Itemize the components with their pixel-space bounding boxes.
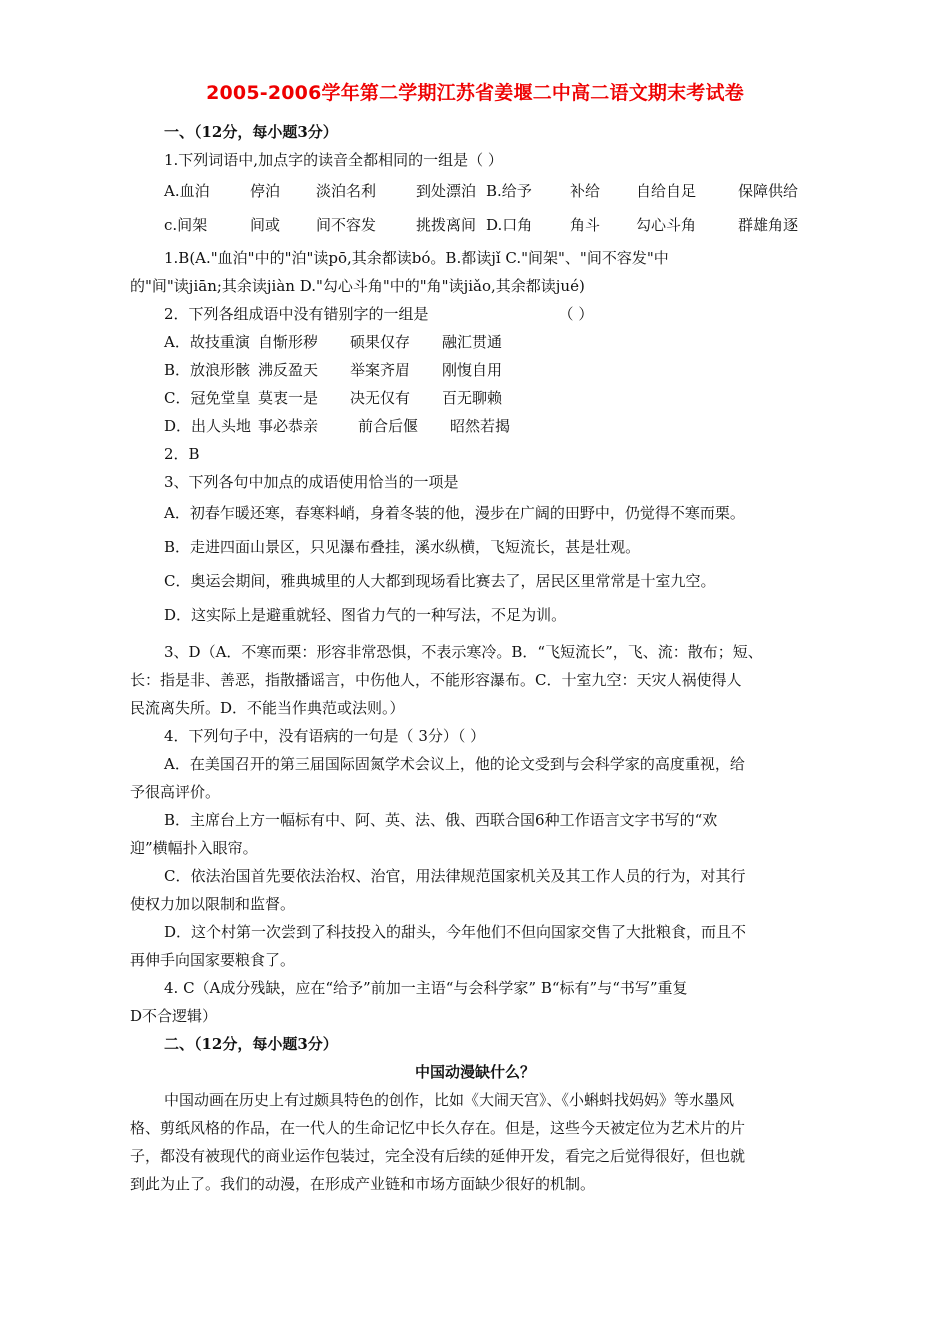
q1-answer-line1: 1.B(A."血泊"中的"泊"读pō,其余都读bó。B.都读jǐ C."间架"、"间不容发"中: [164, 249, 669, 267]
q4-answer-line2: D不合逻辑）: [130, 1007, 218, 1025]
q1-d-word3: 勾心斗角: [636, 208, 738, 242]
q4-option-a-line1: A．在美国召开的第三届国际固氮学术会议上，他的论文受到与会科学家的高度重视，给: [164, 755, 745, 773]
q1-c-word2: 间或: [250, 208, 316, 242]
q1-a-word3: 淡泊名利: [316, 174, 416, 208]
q1-b-word1: B.给予: [486, 174, 570, 208]
q2-option-a: A．故技重演 自惭形秽 硕果仅存 融汇贯通: [164, 333, 503, 351]
article-line3: 子，都没有被现代的商业运作包装过，完全没有后续的延伸开发，看完之后觉得很好，但也就: [130, 1147, 746, 1165]
q4-option-b-line2: 迎”横幅扑入眼帘。: [130, 839, 258, 857]
q2-option-b: B．放浪形骸 沸反盈天 举案齐眉 刚愎自用: [164, 361, 503, 379]
q4-option-a-line2: 予很高评价。: [130, 783, 221, 801]
section-2-heading: 二、（12分，每小题3分）: [164, 1035, 338, 1053]
q1-d-word4: 群雄角逐: [738, 208, 798, 242]
q4-option-d-line2: 再伸手向国家要粮食了。: [130, 951, 296, 969]
q1-b-word2: 补给: [570, 174, 636, 208]
q3-option-d: D．这实际上是避重就轻、图省力气的一种写法，不足为训。: [130, 598, 820, 632]
q1-c-word3: 间不容发: [316, 208, 416, 242]
q1-b-word4: 保障供给: [738, 174, 798, 208]
q3-stem: 3、下列各句中加点的成语使用恰当的一项是: [164, 473, 459, 491]
q2-answer: 2．B: [164, 445, 200, 463]
q2-option-d: D．出人头地 事必恭亲 前合后偃 昭然若揭: [164, 417, 511, 435]
article-line4: 到此为止了。我们的动漫，在形成产业链和市场方面缺少很好的机制。: [130, 1175, 596, 1193]
article-heading: 中国动漫缺什么？: [414, 1063, 535, 1081]
q1-answer-line2: 的"间"读jiān;其余读jiàn D."勾心斗角"中的"角"读jiǎo,其余都读jué): [130, 277, 585, 295]
exam-content: [130, 118, 820, 1198]
q1-b-word3: 自给自足: [636, 174, 738, 208]
q3-answer-line3: 民流离失所。D．不能当作典范或法则。）: [130, 699, 405, 717]
article-line1: 中国动画在历史上有过颇具特色的创作，比如《大闹天宫》、《小蝌蚪找妈妈》等水墨风: [164, 1091, 735, 1109]
q1-row-cd: [130, 208, 820, 242]
q1-a-word4: 到处漂泊: [416, 174, 486, 208]
exam-title: 2005-2006学年第二学期江苏省姜堰二中高二语文期末考试卷: [206, 82, 744, 104]
q3-option-a: A．初春乍暖还寒，春寒料峭，身着冬装的他，漫步在广阔的田野中，仍觉得不寒而栗。: [130, 496, 820, 530]
q3-option-b: B．走进四面山景区，只见瀑布叠挂，溪水纵横，飞短流长，甚是壮观。: [130, 530, 820, 564]
q3-answer-line2: 长：指是非、善恶，指散播谣言，中伤他人，不能形容瀑布。C．十室九空：天灾人祸使得人: [130, 671, 742, 689]
q4-option-c-line2: 使权力加以限制和监督。: [130, 895, 296, 913]
q3-answer-line1: 3、D（A．不寒而栗：形容非常恐惧，不表示寒冷。B．“飞短流长”，飞、流：散布；短、: [164, 643, 763, 661]
q1-a-word2: 停泊: [250, 174, 316, 208]
q1-d-word2: 角斗: [570, 208, 636, 242]
q2-option-c: C．冠免堂皇 莫衷一是 决无仅有 百无聊赖: [164, 389, 503, 407]
q3-option-c: C．奥运会期间，雅典城里的人大都到现场看比赛去了，居民区里常常是十室九空。: [130, 564, 820, 598]
q1-c-word4: 挑拨离间: [416, 208, 486, 242]
section-1-heading: 一、（12分，每小题3分）: [164, 123, 338, 141]
q4-stem: 4．下列句子中，没有语病的一句是（ 3分）（ ）: [164, 727, 486, 745]
q2-stem: 2．下列各组成语中没有错别字的一组是: [164, 305, 429, 323]
q4-option-c-line1: C．依法治国首先要依法治权、治官，用法律规范国家机关及其工作人员的行为，对其行: [164, 867, 746, 885]
q1-row-ab: [130, 174, 820, 208]
article-line2: 格、剪纸风格的作品，在一代人的生命记忆中长久存在。但是，这些今天被定位为艺术片的片: [130, 1119, 746, 1137]
q2-stem-line: [130, 300, 820, 328]
q2-paren: （ ）: [558, 305, 594, 323]
q1-d-word1: D.口角: [486, 208, 570, 242]
q1-stem: 1.下列词语中,加点字的读音全都相同的一组是（ ）: [164, 151, 503, 169]
q1-a-word1: A.血泊: [164, 174, 250, 208]
q4-answer-line1: 4. C（A成分残缺，应在“给予”前加一主语“与会科学家” B“标有”与“书写”重复: [164, 979, 688, 997]
q4-option-b-line1: B．主席台上方一幅标有中、阿、英、法、俄、西联合国6种工作语言文字书写的“欢: [164, 811, 718, 829]
q4-option-d-line1: D．这个村第一次尝到了科技投入的甜头，今年他们不但向国家交售了大批粮食，而且不: [164, 923, 747, 941]
q1-c-word1: c.间架: [164, 208, 250, 242]
